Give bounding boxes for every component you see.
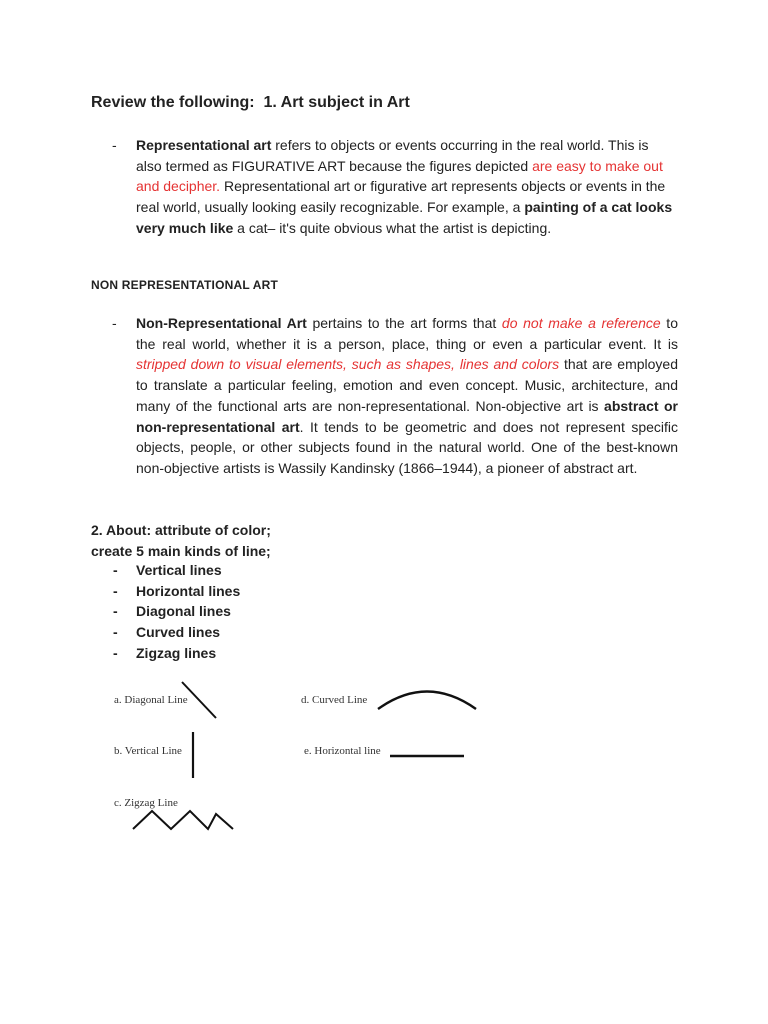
section-2-line-1: 2. About: attribute of color; — [91, 522, 271, 538]
diagonal-line-label: a. Diagonal Line — [114, 694, 188, 706]
term-representational: Representational art — [136, 137, 272, 153]
line-shapes — [104, 672, 484, 838]
text-segment: Representational art or figurative art represents objects or events in the real world, usually looking easily recognizable. For example, a — [136, 178, 666, 216]
list-item — [113, 622, 240, 643]
text-segment: to the real world, whether it is a person, place, thing or even a particular event. It is — [136, 315, 678, 352]
zigzag-line-shape — [133, 811, 233, 829]
highlight-text: stripped down to visual elements, such as shapes, lines and colors — [136, 356, 560, 373]
bullet-dash: - — [113, 562, 118, 578]
text-segment: refers to objects or events occurring in the real world. This is also termed as FIGURATIVE ART because the figures depicted — [136, 137, 649, 174]
bullet-dash: - — [112, 315, 117, 331]
page-heading: Review the following: 1. Art subject in Art — [91, 94, 410, 111]
diagonal-line-shape — [182, 682, 216, 718]
horizontal-line-label: e. Horizontal line — [304, 745, 381, 757]
bullet-dash: - — [113, 603, 118, 620]
highlight-text: are easy to make out and decipher. — [136, 157, 663, 195]
vertical-line-label: b. Vertical Line — [114, 745, 182, 757]
non-representational-art-item — [112, 313, 678, 479]
list-item-label: Horizontal lines — [136, 582, 241, 599]
text-segment: that are employed to translate a particular feeling, emotion and even concept. Music, architecture, and many of the functional arts are non-representational. Non-objective art is — [136, 356, 678, 414]
list-item — [113, 643, 240, 664]
non-representational-heading: NON REPRESENTATIONAL ART — [91, 278, 279, 292]
text-segment: a cat– it's quite obvious what the artist is depicting. — [233, 219, 552, 236]
section-2-line-2: create 5 main kinds of line; — [91, 542, 271, 559]
bullet-dash: - — [112, 137, 117, 153]
term-non-representational: Non-Representational Art — [136, 315, 307, 331]
list-item — [113, 601, 240, 622]
curved-line-shape — [378, 692, 476, 710]
list-item — [113, 560, 240, 581]
list-item-label: Diagonal lines — [136, 603, 231, 620]
section-2-heading — [91, 520, 271, 561]
highlight-text: do not make a reference — [501, 315, 661, 331]
bold-text: abstract or non-representational art — [136, 397, 678, 435]
line-types-diagram — [104, 672, 484, 838]
representational-art-item — [112, 135, 678, 239]
text-segment: pertains to the art forms that — [306, 315, 502, 331]
bold-text: painting of a cat looks very much like — [136, 199, 673, 236]
list-item — [113, 581, 240, 602]
bullet-dash: - — [113, 624, 118, 641]
bullet-dash: - — [113, 644, 118, 661]
curved-line-label: d. Curved Line — [301, 694, 368, 706]
text-segment: . It tends to be geometric and does not represent specific objects, people, or other subjects found in the natural world. One of the best-known non-objective artists is Wassily Kandinsky (1866–1944), a pioneer of abstract art. — [136, 418, 678, 476]
list-item-label: Vertical lines — [136, 562, 222, 578]
list-item-label: Curved lines — [136, 624, 221, 641]
list-item-label: Zigzag lines — [136, 644, 217, 661]
zigzag-line-label: c. Zigzag Line — [114, 797, 178, 809]
bullet-dash: - — [113, 582, 118, 599]
line-kinds-list — [113, 560, 240, 664]
